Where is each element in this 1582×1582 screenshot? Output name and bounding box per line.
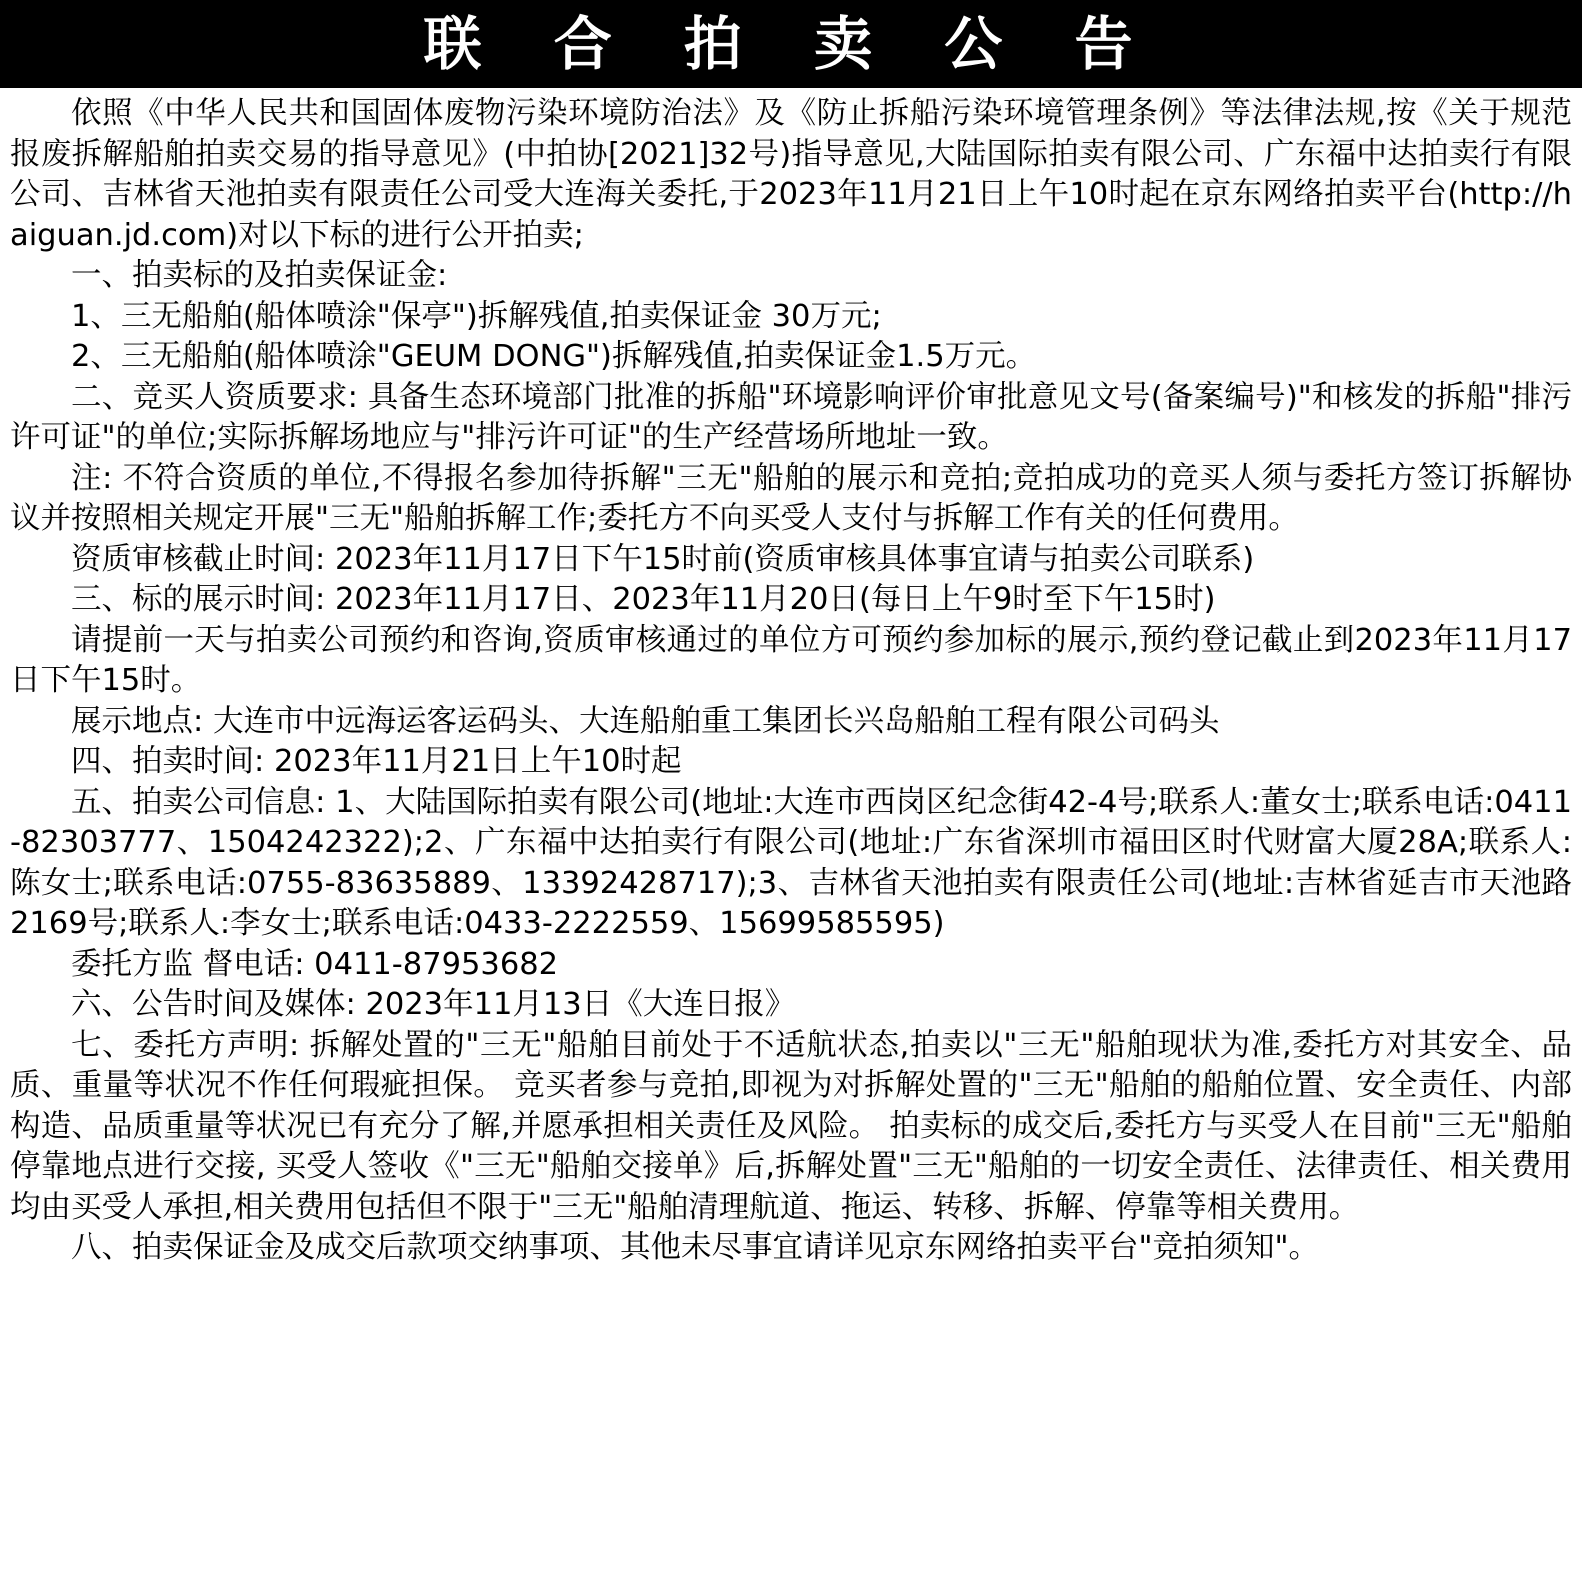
paragraph-section-three-display-time: 三、标的展示时间: 2023年11月17日、2023年11月20日(每日上午9时至下午15时) xyxy=(71,582,1216,617)
paragraph-display-location: 展示地点: 大连市中远海运客运码头、大连船舶重工集团长兴岛船舶工程有限公司码头 xyxy=(71,703,1220,739)
paragraph-note: 注: 不符合资质的单位,不得报名参加待拆解"三无"船舶的展示和竞拍;竞拍成功的竞买人须与委托方签订拆解协议并按照相关规定开展"三无"船舶拆解工作;委托方不向买受人支付与拆解工作有关的任何费用。 xyxy=(10,460,1572,536)
paragraph-supervision-phone: 委托方监 督电话: 0411-87953682 xyxy=(71,946,559,982)
paragraph-section-seven-statement: 七、委托方声明: 拆解处置的"三无"船舶目前处于不适航状态,拍卖以"三无"船舶现状为准,委托方对其安全、品质、重量等状况不作任何瑕疵担保。 竞买者参与竞拍,即视为对拆解处置的"三无"船舶的船舶位置、安全责任、内部构造、品质重量等状况已有充分了解,并愿承担相关责任及风险。 拍卖标的成交后,委托方与买受人在目前"三无"船舶停靠地点进行交接, 买受人签收《"三无"船舶交接单》后,拆解处置"三无"船舶的一切安全责任、法律责任、相关费用均由买受人承担,相关费用包括但不限于"三无"船舶清理航道、拖运、转移、拆解、停靠等相关费用。 xyxy=(10,1027,1572,1225)
paragraph-lot-2: 2、三无船舶(船体喷涂"GEUM DONG")拆解残值,拍卖保证金1.5万元。 xyxy=(71,339,1037,374)
paragraph-qualification-deadline: 资质审核截止时间: 2023年11月17日下午15时前(资质审核具体事宜请与拍卖公司联系) xyxy=(71,541,1255,577)
paragraph-lot-1: 1、三无船舶(船体喷涂"保亭")拆解残值,拍卖保证金 30万元; xyxy=(71,298,882,334)
announcement-body xyxy=(0,88,1582,1269)
paragraph-section-six-notice-media: 六、公告时间及媒体: 2023年11月13日《大连日报》 xyxy=(71,987,796,1022)
page-title: 联 合 拍 卖 公 告 xyxy=(0,0,1582,88)
paragraph-section-two-qualification: 二、竞买人资质要求: 具备生态环境部门批准的拆船"环境影响评价审批意见文号(备案编号)"和核发的拆船"排污许可证"的单位;实际拆解场地应与"排污许可证"的生产经营场所地址一致。 xyxy=(10,379,1572,455)
paragraph-section-four-auction-time: 四、拍卖时间: 2023年11月21日上午10时起 xyxy=(71,744,682,779)
paragraph-section-eight-misc: 八、拍卖保证金及成交后款项交纳事项、其他未尽事宜请详见京东网络拍卖平台"竞拍须知"。 xyxy=(71,1230,1320,1265)
paragraph-appointment: 请提前一天与拍卖公司预约和咨询,资质审核通过的单位方可预约参加标的展示,预约登记截止到2023年11月17日下午15时。 xyxy=(10,622,1572,698)
paragraph-intro: 依照《中华人民共和国固体废物污染环境防治法》及《防止拆船污染环境管理条例》等法律法规,按《关于规范报废拆解船舶拍卖交易的指导意见》(中拍协[2021]32号)指导意见,大陆国际拍卖有限公司、广东福中达拍卖行有限公司、吉林省天池拍卖有限责任公司受大连海关委托,于2023年11月21日上午10时起在京东网络拍卖平台(http://haiguan.jd.com)对以下标的进行公开拍卖; xyxy=(10,96,1572,253)
paragraph-section-one-heading: 一、拍卖标的及拍卖保证金: xyxy=(71,258,448,293)
paragraph-section-five-company-info: 五、拍卖公司信息: 1、大陆国际拍卖有限公司(地址:大连市西岗区纪念街42-4号;联系人:董女士;联系电话:0411-82303777、1504242322);2、广东福中达拍卖行有限公司(地址:广东省深圳市福田区时代财富大厦28A;联系人:陈女士;联系电话:0755-83635889、13392428717);3、吉林省天池拍卖有限责任公司(地址:吉林省延吉市天池路2169号;联系人:李女士;联系电话:0433-2222559、15699585595) xyxy=(10,784,1572,941)
